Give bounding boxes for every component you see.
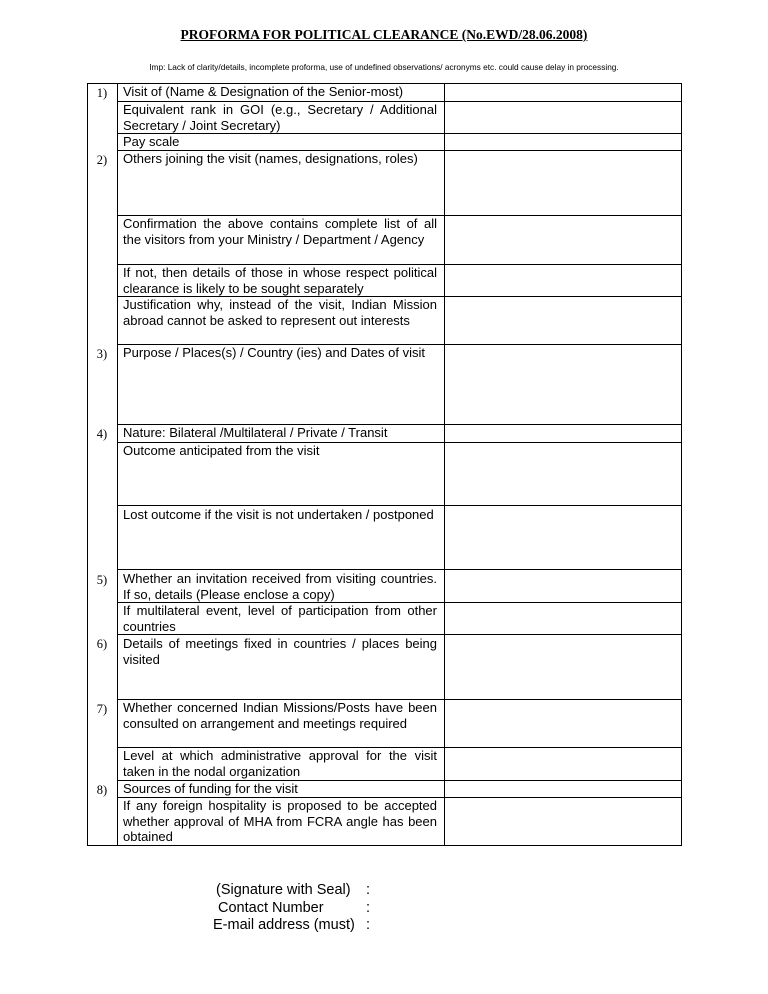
field-label: Equivalent rank in GOI (e.g., Secretary / Additional Secretary / Joint Secretary): [123, 102, 437, 133]
field-label: Lost outcome if the visit is not undertaken / postponed: [123, 507, 434, 522]
item-number: 6): [96, 637, 108, 651]
email-address-colon: :: [366, 917, 371, 933]
item-number: 1): [96, 86, 108, 100]
field-label: Nature: Bilateral /Multilateral / Private / Transit: [123, 425, 388, 440]
field-label: Details of meetings fixed in countries / places being visited: [123, 636, 437, 667]
table-border: [87, 83, 682, 846]
field-label: Outcome anticipated from the visit: [123, 443, 320, 458]
important-note: Imp: Lack of clarity/details, incomplete proforma, use of undefined observations/ acronyms etc. could cause delay in processing.: [149, 62, 619, 72]
field-label: Level at which administrative approval for the visit taken in the nodal organization: [123, 748, 437, 779]
email-address-label: E-mail address (must): [213, 917, 355, 933]
row-divider: [117, 505, 682, 506]
number-column-divider: [117, 83, 118, 846]
field-label: Others joining the visit (names, designations, roles): [123, 151, 418, 166]
item-number: 7): [96, 702, 108, 716]
contact-number-label: Contact Number: [218, 900, 324, 916]
item-number: 8): [96, 783, 108, 797]
row-divider: [117, 569, 682, 570]
answer-column-divider: [444, 83, 445, 846]
signature-label: (Signature with Seal): [216, 882, 351, 898]
contact-number-colon: :: [366, 900, 371, 916]
item-number: 5): [96, 573, 108, 587]
item-number: 2): [96, 153, 108, 167]
form-title: PROFORMA FOR POLITICAL CLEARANCE (No.EWD/28.06.2008): [180, 27, 588, 42]
field-label: If not, then details of those in whose respect political clearance is likely to be sought separately: [123, 265, 437, 296]
signature-colon: :: [366, 882, 371, 898]
row-divider: [117, 634, 682, 635]
item-number: 4): [96, 427, 108, 441]
field-label: If any foreign hospitality is proposed to be accepted whether approval of MHA from FCRA angle has been obtained: [123, 798, 437, 844]
item-number: 3): [96, 347, 108, 361]
field-label: Confirmation the above contains complete list of all the visitors from your Ministry / Department / Agency: [123, 216, 437, 247]
field-label: Pay scale: [123, 134, 180, 149]
field-label: Visit of (Name & Designation of the Senior-most): [123, 84, 404, 99]
field-label: Sources of funding for the visit: [123, 781, 298, 796]
field-label: Whether an invitation received from visiting countries. If so, details (Please enclose a copy): [123, 571, 437, 602]
field-label: Justification why, instead of the visit, Indian Mission abroad cannot be asked to represent out interests: [123, 297, 437, 328]
field-label: Purpose / Places(s) / Country (ies) and Dates of visit: [123, 345, 426, 360]
field-label: Whether concerned Indian Missions/Posts have been consulted on arrangement and meetings required: [123, 700, 437, 731]
field-label: If multilateral event, level of participation from other countries: [123, 603, 437, 634]
